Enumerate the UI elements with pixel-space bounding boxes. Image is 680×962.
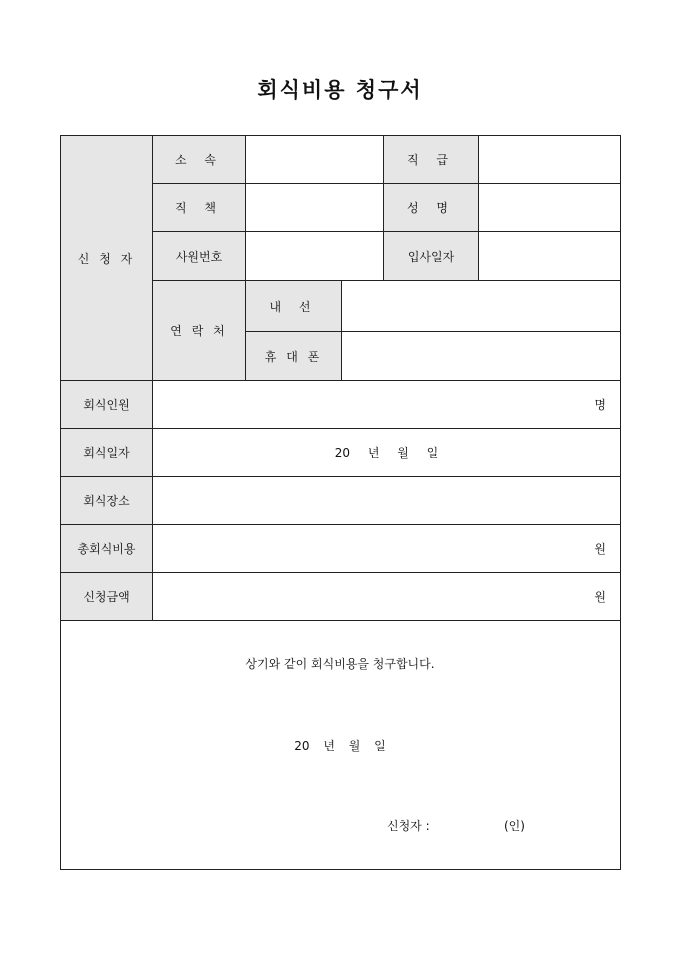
place-field[interactable] (153, 477, 621, 525)
closing-statement: 상기와 같이 회식비용을 청구합니다. (245, 657, 435, 671)
table-row (61, 573, 621, 621)
dinner-date-label: 회식일자 (61, 429, 153, 477)
seal-mark: (인) (504, 819, 525, 833)
table-row (61, 381, 621, 429)
attendees-label: 회식인원 (61, 381, 153, 429)
total-cost-label: 총회식비용 (61, 525, 153, 573)
rank-field[interactable] (479, 136, 621, 184)
closing-date[interactable]: 20 년 월 일 (294, 739, 386, 753)
rank-label: 직 급 (384, 136, 479, 184)
mobile-label: 휴 대 폰 (246, 332, 342, 381)
name-field[interactable] (479, 184, 621, 232)
mobile-field[interactable] (342, 332, 621, 381)
attendees-field[interactable] (153, 381, 621, 429)
position-label: 직 책 (153, 184, 246, 232)
affiliation-field[interactable] (246, 136, 384, 184)
extension-label: 내 선 (246, 281, 342, 332)
request-amount-field[interactable] (153, 573, 621, 621)
table-row (61, 429, 621, 477)
affiliation-label: 소 속 (153, 136, 246, 184)
dinner-date-field[interactable] (153, 429, 621, 477)
extension-field[interactable] (342, 281, 621, 332)
dinner-date-value: 20 년 월 일 (334, 446, 439, 460)
request-amount-unit: 원 (594, 590, 606, 604)
position-field[interactable] (246, 184, 384, 232)
request-form-table (60, 135, 621, 870)
contact-label: 연 락 처 (153, 281, 246, 381)
closing-section (61, 621, 621, 870)
total-cost-unit: 원 (594, 542, 606, 556)
attendees-unit: 명 (594, 398, 606, 412)
table-row (61, 621, 621, 870)
hire-date-field[interactable] (479, 232, 621, 281)
employee-no-label: 사원번호 (153, 232, 246, 281)
name-label: 성 명 (384, 184, 479, 232)
page-title: 회식비용 청구서 (257, 77, 423, 102)
total-cost-field[interactable] (153, 525, 621, 573)
employee-no-field[interactable] (246, 232, 384, 281)
table-row (61, 477, 621, 525)
applicant-section-label: 신 청 자 (61, 136, 153, 381)
hire-date-label: 입사일자 (384, 232, 479, 281)
request-amount-label: 신청금액 (61, 573, 153, 621)
table-row (61, 525, 621, 573)
signer-label: 신청자 : (387, 819, 430, 833)
table-row (61, 136, 621, 184)
place-label: 회식장소 (61, 477, 153, 525)
